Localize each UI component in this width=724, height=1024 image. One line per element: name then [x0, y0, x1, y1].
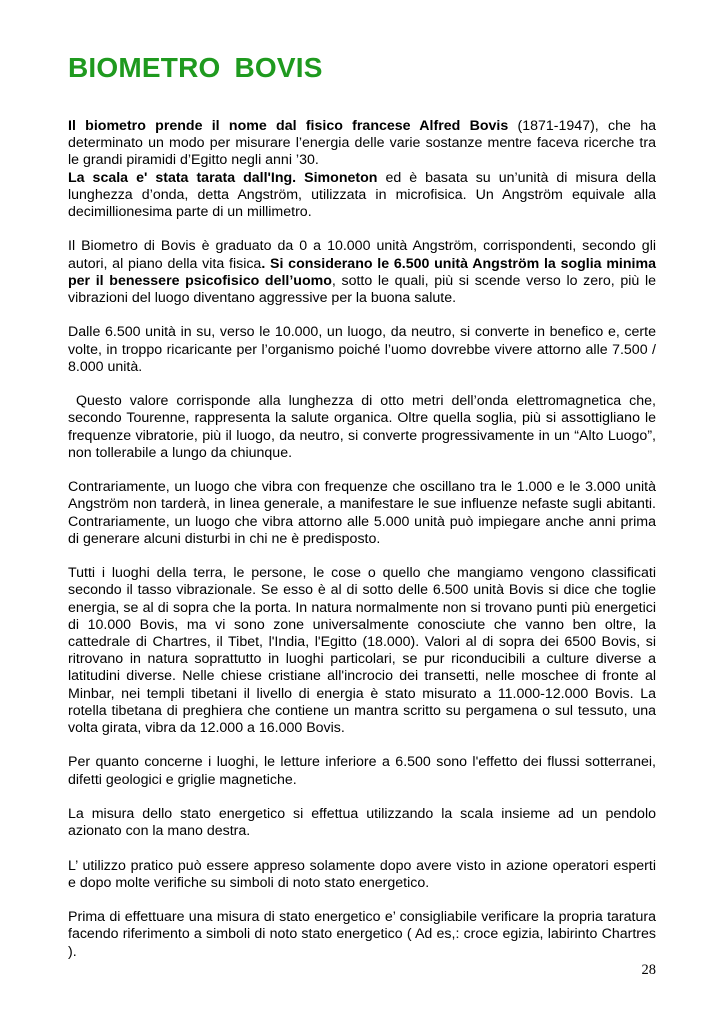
document-body: [68, 118, 660, 978]
paragraph-intro: [68, 118, 656, 170]
paragraph-graduation: [68, 238, 656, 307]
paragraph-measurement: La misura dello stato energetico si effettua utilizzando la scala insieme ad un pendolo azionato con la mano destra.: [68, 806, 656, 840]
paragraph-practical-use: L’ utilizzo pratico può essere appreso solamente dopo avere visto in azione operatori esperti e dopo molte verifiche su simboli di noto stato energetico.: [68, 857, 656, 891]
paragraph-scale: [68, 170, 656, 222]
intro-text: (1871-1947), che ha determinato un modo per misurare l’energia delle varie sostanze mentre faceva ricerche tra le grandi piramidi d’Egitto negli anni ’30.: [68, 118, 656, 169]
paragraph-wavelength: Questo valore corrisponde alla lunghezza di otto metri dell’onda elettromagnetica che, secondo Tourenne, rappresenta la salute organica. Oltre quella soglia, più si assottigliano le frequenze vibratorie, più il luogo, da neutro, si converte progressivamente in un “Alto Luogo”, non tollerabile a lungo da chiunque.: [68, 393, 660, 461]
graduation-text-1: Il Biometro di Bovis è graduato da 0 a 10.000 unità Angström, corrispondenti, secondo gli autori, al piano della vita fisica: [68, 238, 656, 272]
page-number: 28: [641, 962, 656, 978]
paragraph-classification: Tutti i luoghi della terra, le persone, le cose o quello che mangiamo vengono classificati secondo il tasso vibrazionale. Se esso è al di sotto delle 6.500 unità Bovis si dice che toglie energia, se al di sopra che la porta. In natura normalmente non si trovano punti più energetici di 10.000 Bovis, ma vi sono zone universalmente conosciute che vanno ben oltre, la cattedrale di Chartres, il Tibet, l'India, l'Egitto (18.000). Valori al di sopra dei 6500 Bovis, si ritrovano in natura soprattutto in luoghi particolari, se pur riconducibili a culture diverse a latitudini diverse. Nelle chiese cristiane all'incrocio dei transetti, nelle moschee di fronte al Minbar, nei templi tibetani il livello di energia è stato misurato a 11.000-12.000 Bovis. La rotella tibetana di preghiera che contiene un mantra scritto su pergamena o sul tessuto, una volta girata, vibra da 12.000 a 16.000 Bovis.: [68, 565, 656, 737]
paragraph-beneficial-range: Dalle 6.500 unità in su, verso le 10.000, un luogo, da neutro, si converte in benefico e, certe volte, in troppo ricaricante per l’organismo poiché l’uomo dovrebbe vivere attorno alle 7.500 / 8.000 unità.: [68, 324, 656, 375]
intro-bold-text: Il biometro prende il nome dal fisico francese Alfred Bovis: [68, 118, 509, 134]
graduation-text-2: , sotto le quali, più si scende verso lo zero, più le vibrazioni del luogo diventano aggressive per la buona salute.: [68, 272, 656, 307]
page-title: BIOMETRO BOVIS: [68, 52, 323, 83]
paragraph-low-readings: Per quanto concerne i luoghi, le letture inferiore a 6.500 sono l'effetto dei flussi sotterranei, difetti geologici e griglie magnetiche.: [68, 754, 656, 788]
paragraph-harmful-range: Contrariamente, un luogo che vibra con frequenze che oscillano tra le 1.000 e le 3.000 unità Angström non tarderà, in linea generale, a manifestare le sue influenze nefaste sugli abitanti. Contrariamente, un luogo che vibra attorno alle 5.000 unità può impiegare anche anni prima di generare alcuni disturbi in chi ne è predisposto.: [68, 479, 656, 547]
graduation-bold-text: . Si considerano le 6.500 unità Angström la soglia minima per il benessere psicofisico dell’uomo: [68, 255, 656, 289]
scale-bold-text: La scala e' stata tarata dall'Ing. Simoneton: [68, 169, 378, 186]
scale-text: ed è basata su un’unità di misura della lunghezza d’onda, detta Angström, utilizzata in microfisica. Un Angström equivale alla decimillionesima parte di un millimetro.: [68, 169, 656, 221]
paragraph-calibration: Prima di effettuare una misura di stato energetico e’ consigliabile verificare la propria taratura facendo riferimento a simboli di noto stato energetico ( Ad es,: croce egizia, labirinto Chartres ).: [68, 909, 656, 960]
